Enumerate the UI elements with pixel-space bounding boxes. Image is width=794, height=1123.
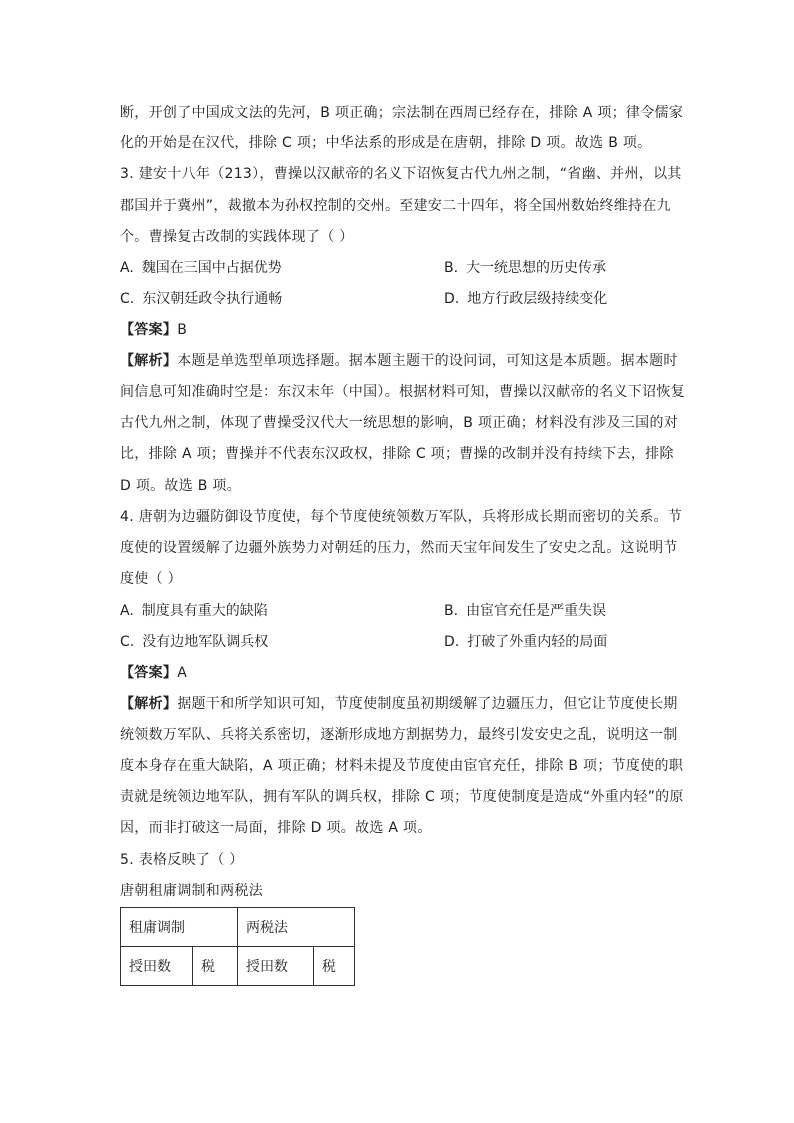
q3-stem-line: 个。曹操复古改制的实践体现了（ ） xyxy=(120,229,354,245)
table-cell: 授田数 xyxy=(238,947,314,986)
q4-answer: 【答案】A xyxy=(120,665,188,681)
q3-stem-line: 郡国并于冀州”，裁撤本为孙权控制的交州。至建安二十四年，将全国州数始终维持在九 xyxy=(120,198,671,214)
q2-analysis-line: 断，开创了中国成文法的先河，B 项正确；宗法制在西周已经存在，排除 A 项；律令儒家 xyxy=(120,105,684,121)
q2-analysis-line: 化的开始是在汉代，排除 C 项；中华法系的形成是在唐朝，排除 D 项。故选 B 项。 xyxy=(120,135,652,151)
table-header-row xyxy=(121,908,355,947)
q3-option-c: C. 东汉朝廷政令执行通畅 xyxy=(120,291,283,307)
table-cell: 授田数 xyxy=(121,947,193,986)
q3-analysis-line: 比，排除 A 项；曹操并不代表东汉政权，排除 C 项；曹操的改制并没有持续下去，排除 xyxy=(120,446,674,462)
q4-analysis-line: 度本身存在重大缺陷，A 项正确；材料未提及节度使由宦官充任，排除 B 项；节度使的职 xyxy=(120,758,684,774)
q4-analysis-line: 统领数万军队、兵将关系密切，逐渐形成地方割据势力，最终引发安史之乱，说明这一制 xyxy=(120,727,678,743)
q4-analysis-line: 【解析】据题干和所学知识可知，节度使制度虽初期缓解了边疆压力，但它让节度使长期 xyxy=(120,696,678,712)
q4-stem-line: 度使的设置缓解了边疆外族势力对朝廷的压力，然而天宝年间发生了安史之乱。这说明节 xyxy=(120,540,678,556)
q4-option-d: D. 打破了外重内轻的局面 xyxy=(444,634,608,650)
table-header-cell: 两税法 xyxy=(238,908,355,947)
table-header-cell: 租庸调制 xyxy=(121,908,238,947)
table-cell: 税 xyxy=(193,947,238,986)
q5-table-title: 唐朝租庸调制和两税法 xyxy=(120,883,263,899)
q3-stem-line: 3. 建安十八年（213），曹操以汉献帝的名义下诏恢复古代九州之制，“省幽、并州，以其 xyxy=(120,166,682,182)
q4-option-a: A. 制度具有重大的缺陷 xyxy=(120,603,268,619)
q4-option-b: B. 由宦官充任是严重失误 xyxy=(444,603,607,619)
q3-option-d: D. 地方行政层级持续变化 xyxy=(444,291,608,307)
q3-option-a: A. 魏国在三国中占据优势 xyxy=(120,260,282,276)
q4-analysis-line: 责就是统领边地军队，拥有军队的调兵权，排除 C 项；节度使制度是造成“外重内轻”的原 xyxy=(120,789,684,805)
q4-stem-line: 度使（ ） xyxy=(120,571,182,587)
q4-analysis-line: 因，而非打破这一局面，排除 D 项。故选 A 项。 xyxy=(120,820,432,836)
table-cell: 税 xyxy=(313,947,354,986)
q4-stem-line: 4. 唐朝为边疆防御设节度使，每个节度使统领数万军队，兵将形成长期而密切的关系。节 xyxy=(120,509,683,525)
q3-analysis-line: 间信息可知准确时空是：东汉末年（中国）。根据材料可知，曹操以汉献帝的名义下诏恢复 xyxy=(120,384,685,400)
tax-table xyxy=(120,907,355,986)
q5-stem: 5. 表格反映了（ ） xyxy=(120,852,244,868)
q3-analysis-line: 古代九州之制，体现了曹操受汉代大一统思想的影响，B 项正确；材料没有涉及三国的对 xyxy=(120,415,679,431)
q4-option-c: C. 没有边地军队调兵权 xyxy=(120,634,269,650)
q3-analysis-line: 【解析】本题是单选型单项选择题。据本题主题干的设问词，可知这是本质题。据本题时 xyxy=(120,353,678,369)
q3-answer: 【答案】B xyxy=(120,322,188,338)
q3-option-b: B. 大一统思想的历史传承 xyxy=(444,260,607,276)
table-row xyxy=(121,947,355,986)
q3-analysis-line: D 项。故选 B 项。 xyxy=(120,478,242,494)
